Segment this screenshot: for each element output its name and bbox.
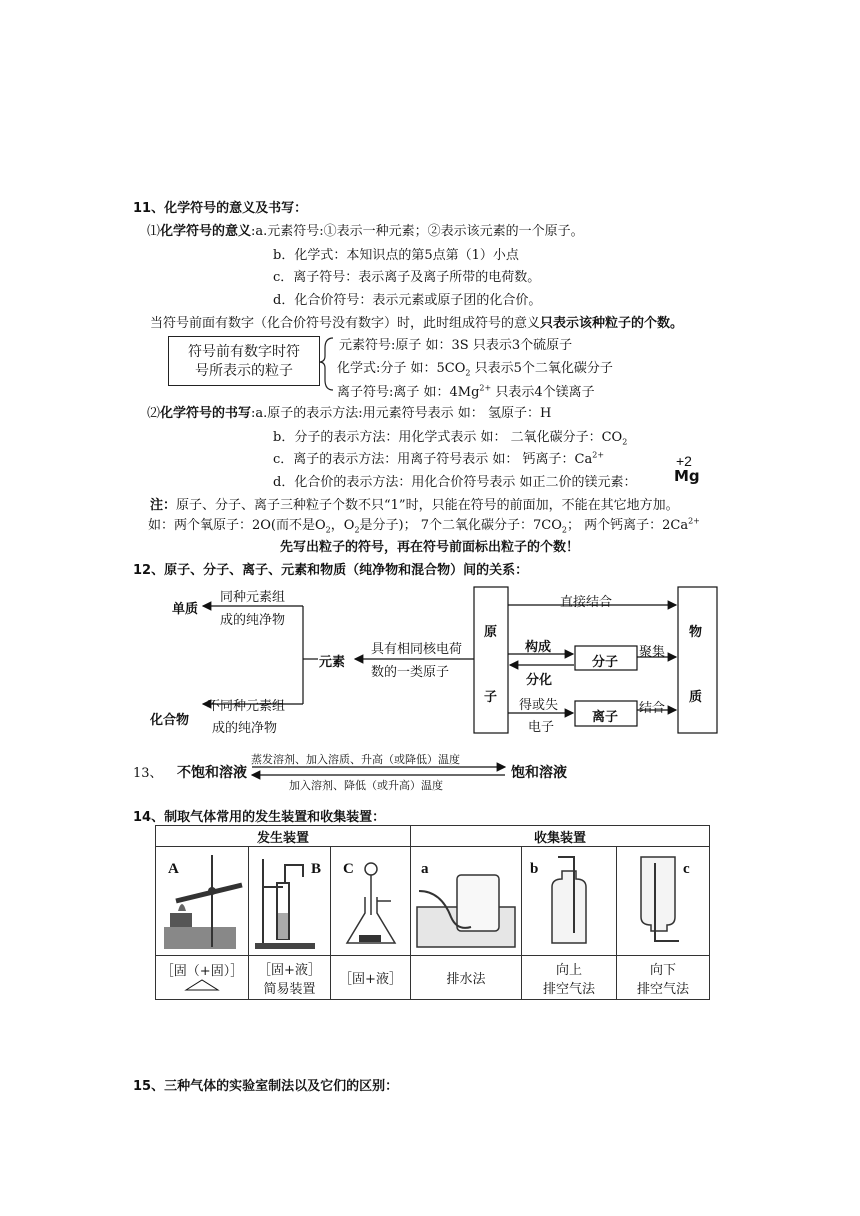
writing-line-b: b．分子的表示方法：用化学式表示 如： 二氧化碳分子：$CO_2$ [273, 430, 628, 447]
apparatus-c: c [617, 847, 710, 956]
apparatus-b: b [522, 847, 617, 956]
upward-air-bottle-icon [522, 847, 616, 955]
to-saturated-conditions: 蒸发溶剂、加入溶质、升高（或降低）温度 [251, 753, 460, 766]
label-direct: 直接结合 [560, 595, 613, 610]
to-unsaturated-conditions: 加入溶剂、降低（或升高）温度 [289, 779, 443, 792]
caption-C: ［固+液］ [331, 956, 411, 1000]
same-element-1: 同种元素组 [220, 590, 286, 605]
label-desheng-2: 电子 [528, 720, 555, 735]
meaning-line-b: b．化学式：本知识点的第5点第（1）小点 [273, 248, 519, 263]
flask-funnel-icon [331, 847, 410, 955]
caption-B: ［固+液］ 简易装置 [249, 956, 331, 1000]
meaning-line-c: c．离子符号：表示离子及离子所带的电荷数。 [273, 270, 541, 285]
node-ion: 离子 [592, 710, 619, 725]
valence-element: Mg [674, 467, 700, 485]
apparatus-B: B [249, 847, 331, 956]
caption-a: 排水法 [411, 956, 522, 1000]
writing-line-c: c．离子的表示方法：用离子符号表示 如： 钙离子：$Ca^{2+}$ [273, 450, 605, 467]
downward-air-bottle-icon [617, 847, 709, 955]
diff-element-1: 不同种元素组 [207, 699, 286, 714]
writing-line-a: ⑵化学符号的书写:a.原子的表示方法:用元素符号表示 如： 氢原子：H [147, 406, 552, 421]
unsaturated-solution: 不饱和溶液 [177, 765, 247, 781]
section-11-title: 11、化学符号的意义及书写： [133, 201, 308, 216]
center-emphasis: 先写出粒子的符号，再在符号前面标出粒子的个数！ [280, 540, 580, 555]
valence-top: +2 [676, 453, 692, 469]
label-fenhua: 分化 [526, 673, 553, 688]
caption-A: ［固（+固）］ [156, 956, 249, 1000]
number-note: 当符号前面有数字（化合价符号没有数字）时，此时组成符号的意义只表示该种粒子的个数。 [150, 316, 684, 331]
meaning-line-d: d．化合价符号：表示元素或原子团的化合价。 [273, 293, 542, 308]
caption-c: 向下 排空气法 [617, 956, 710, 1000]
label-jiehe: 结合 [639, 701, 666, 716]
atom-char-2: 子 [484, 690, 498, 705]
diff-element-2: 成的纯净物 [212, 721, 278, 736]
header-collector: 收集装置 [411, 826, 710, 847]
note-2: 注：原子、分子、离子三种粒子个数不只“1”时，只能在符号的前面加，不能在其它地方加。 [150, 498, 679, 513]
writing-line-d: d．化合价的表示方法：用化合价符号表示 如正二价的镁元素： [273, 475, 637, 490]
brace-item-ion: 离子符号:离子 如：$4Mg^{2+}$ 只表示4个镁离子 [337, 383, 595, 400]
water-displacement-icon [411, 847, 521, 955]
simple-flask-stand-icon [249, 847, 330, 955]
matter-char-2: 质 [689, 690, 703, 705]
test-tube-heating-icon [156, 847, 248, 955]
label-goucheng: 构成 [525, 640, 552, 655]
header-generator: 发生装置 [156, 826, 411, 847]
node-danzhi: 单质 [172, 602, 199, 617]
brace-item-element: 元素符号:原子 如：3S 只表示3个硫原子 [339, 338, 573, 353]
nuclear-charge-2: 数的一类原子 [371, 665, 450, 680]
section-15-title: 15、三种气体的实验室制法以及它们的区别： [133, 1079, 399, 1094]
matter-char-1: 物 [689, 625, 703, 640]
apparatus-A: A [156, 847, 249, 956]
number-prefix-box: 符号前有数字时符 号所表示的粒子 [168, 336, 320, 386]
brace-item-formula: 化学式:分子 如：$5CO_2$ 只表示5个二氧化碳分子 [337, 361, 613, 378]
node-compound: 化合物 [150, 713, 190, 728]
apparatus-a: a [411, 847, 522, 956]
node-molecule: 分子 [592, 655, 619, 670]
saturated-solution: 饱和溶液 [511, 765, 567, 781]
meaning-label: 化学符号的意义 [160, 224, 252, 239]
meaning-line-a: ⑴化学符号的意义:a.元素符号:①表示一种元素；②表示该元素的一个原子。 [147, 224, 584, 239]
label-juji: 聚集 [639, 645, 666, 660]
examples-line: 如：两个氧原子：2O(而不是$O_2$，$O_2$是分子)； 7个二氧化碳分子：$7CO_2$； 两个钙离子：$2Ca^{2+}$ [148, 516, 700, 535]
section-12-title: 12、原子、分子、离子、元素和物质（纯净物和混合物）间的关系： [133, 563, 529, 578]
section-14-title: 14、制取气体常用的发生装置和收集装置： [133, 810, 386, 825]
section-13-num: 13、 [133, 766, 163, 781]
nuclear-charge-1: 具有相同核电荷 [371, 642, 463, 657]
heat-triangle-icon [182, 979, 222, 991]
label-desheng-1: 得或失 [519, 698, 559, 713]
apparatus-C: C [331, 847, 411, 956]
node-element: 元素 [319, 655, 346, 670]
same-element-2: 成的纯净物 [220, 613, 286, 628]
atom-char-1: 原 [484, 625, 498, 640]
apparatus-table [155, 825, 710, 1000]
caption-b: 向上 排空气法 [522, 956, 617, 1000]
